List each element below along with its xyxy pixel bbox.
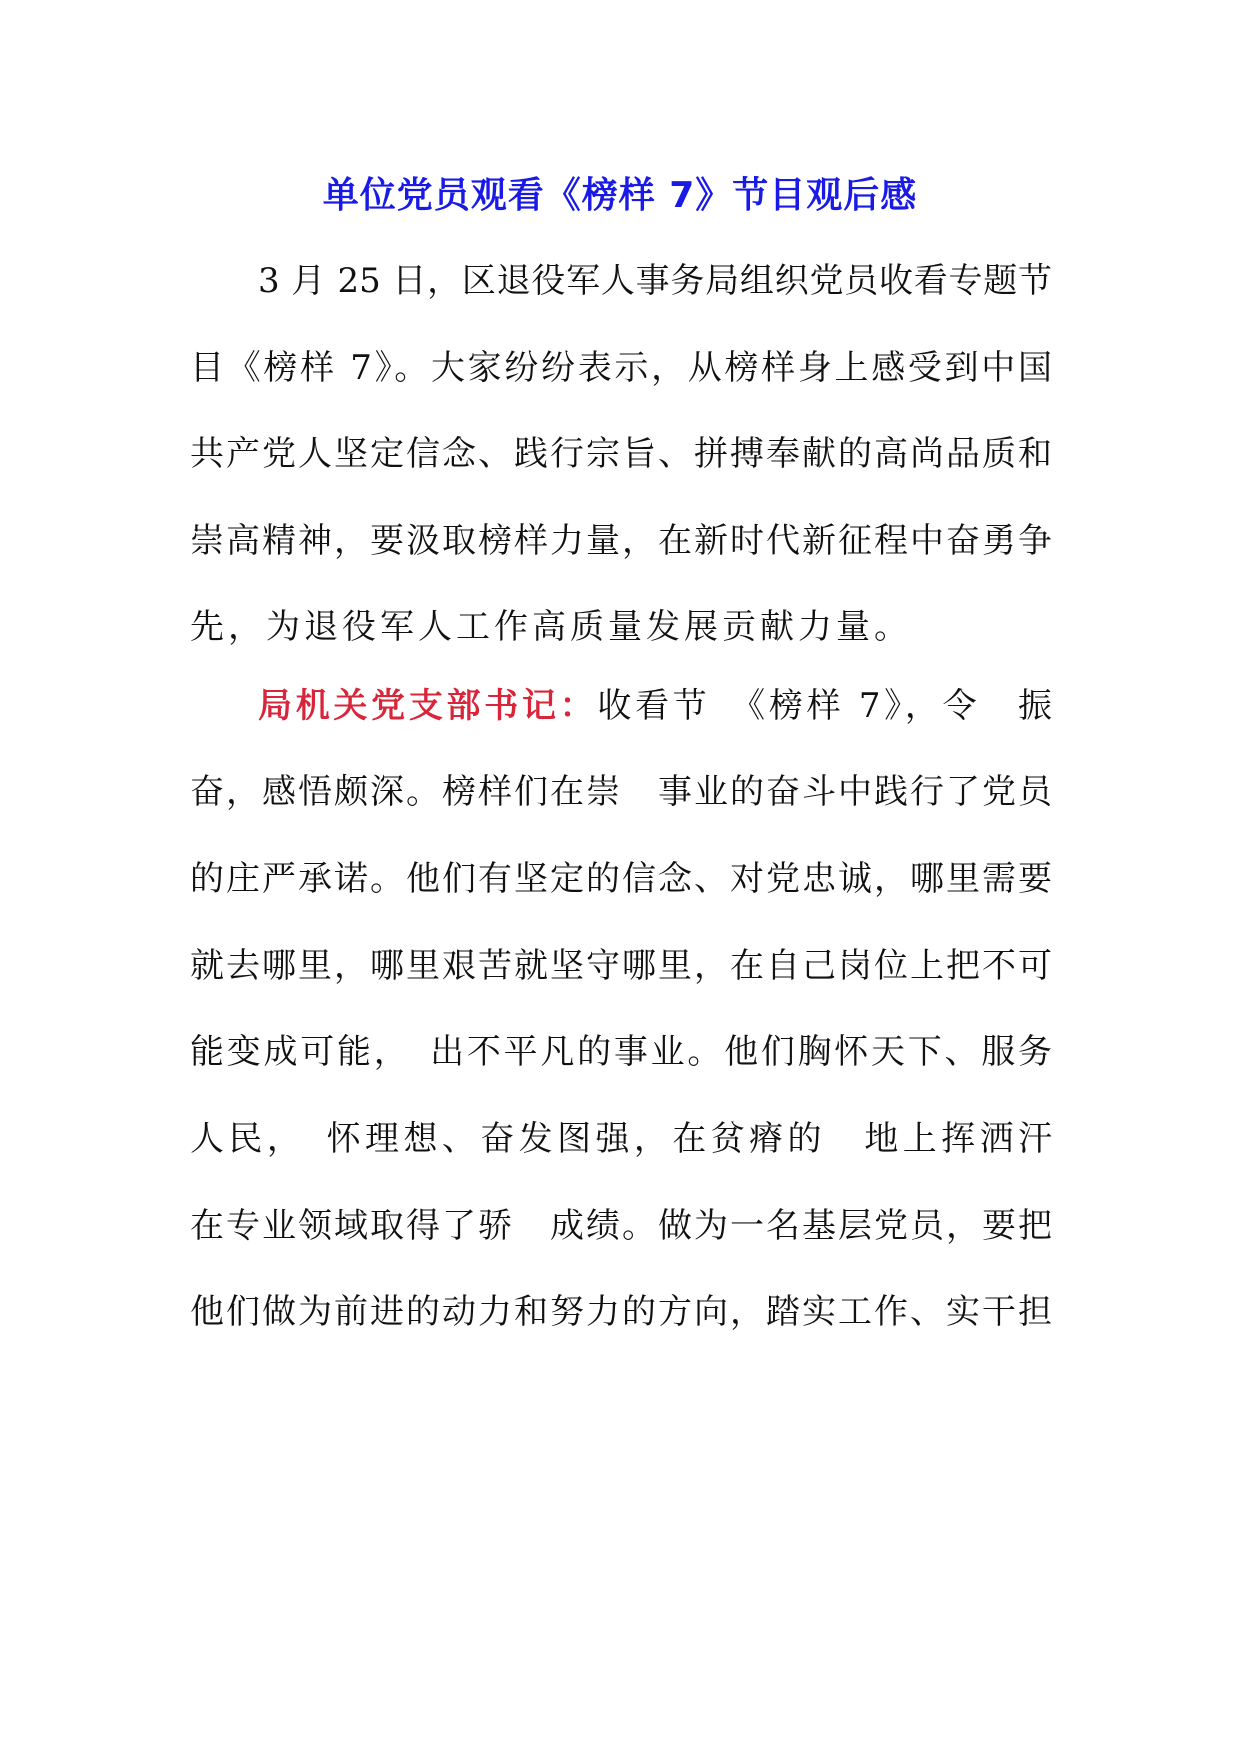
- paragraph-1-line-5: 先，为退役军人工作高质量发展贡献力量。: [190, 607, 912, 647]
- paragraph-2-line-4: 就去哪里，哪里艰苦就坚守哪里，在自己岗位上把不可: [190, 946, 1052, 986]
- paragraph-2-line-3: 的庄严承诺。他们有坚定的信念、对党忠诚，哪里需要: [190, 859, 1052, 899]
- paragraph-2-line-7: 在专业领域取得了骄 成绩。做为一名基层党员，要把: [190, 1206, 1052, 1246]
- paragraph-1-line-1: 3 月 25 日，区退役军人事务局组织党员收看专题节: [258, 261, 1052, 301]
- document-title: 单位党员观看《榜样 7》节目观后感: [322, 175, 918, 216]
- paragraph-1-line-2: 目《榜样 7》。大家纷纷表示，从榜样身上感受到中国: [190, 348, 1052, 388]
- paragraph-1-line-3: 共产党人坚定信念、践行宗旨、拼搏奉献的高尚品质和: [190, 434, 1052, 474]
- paragraph-2-line-5: 能变成可能， 出不平凡的事业。他们胸怀天下、服务: [190, 1032, 1052, 1072]
- paragraph-2-line-1: [258, 676, 1052, 736]
- paragraph-2-line-1-text: 收看节 《榜样 7》，令 振: [597, 686, 1052, 726]
- paragraph-2-line-2: 奋，感悟颇深。榜样们在崇 事业的奋斗中践行了党员: [190, 772, 1052, 812]
- speaker-label: 局机关党支部书记：: [258, 686, 598, 726]
- paragraph-1-line-4: 崇高精神，要汲取榜样力量，在新时代新征程中奋勇争: [190, 521, 1052, 561]
- paragraph-2-line-6: 人民， 怀理想、奋发图强，在贫瘠的 地上挥洒汗: [190, 1119, 1086, 1159]
- paragraph-2-line-8: 他们做为前进的动力和努力的方向，踏实工作、实干担: [190, 1292, 1052, 1332]
